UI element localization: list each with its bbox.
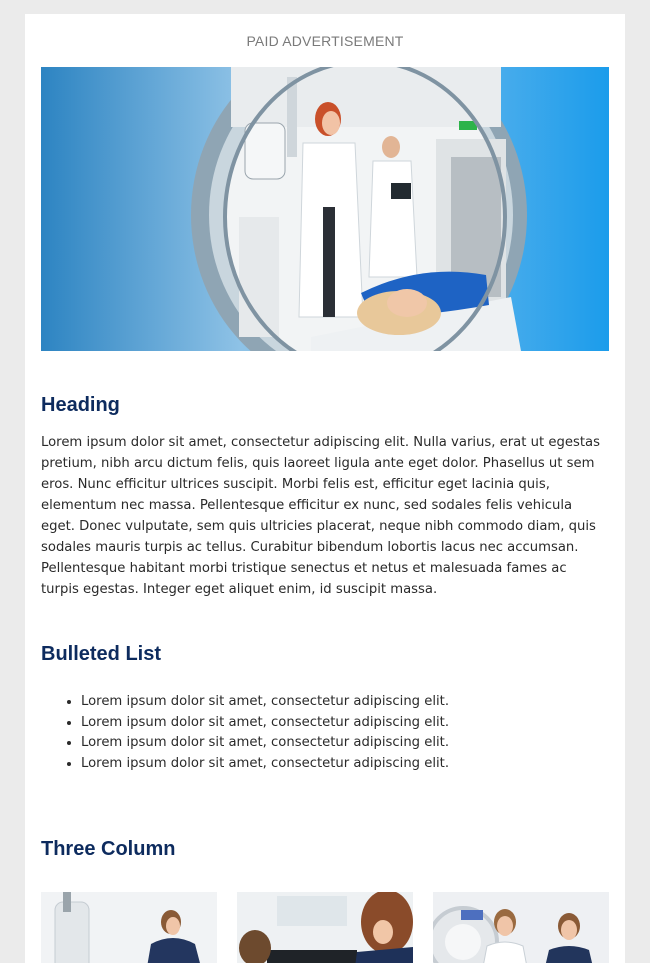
list-item: • Lorem ipsum dolor sit amet, consectetur adipiscing elit.	[81, 713, 625, 734]
mri-scanner-photo-icon	[41, 67, 609, 351]
list-item: • Lorem ipsum dolor sit amet, consectetur adipiscing elit.	[81, 754, 625, 775]
column-image-2[interactable]	[237, 892, 413, 963]
body-paragraph: Lorem ipsum dolor sit amet, consectetur adipiscing elit. Nulla varius, erat ut egestas pretium, nibh arcu dictum felis, quis laoreet ligula ante eget dolor. Phasellus ut sem eros. Nunc efficitur ultrices suscipit. Morbi felis est, efficitur eget lacinia quis, elementum nec massa. Pellentesque efficitur ex nunc, sed sodales felis vehicula eget. Donec vulputate, sem quis ultricies placerat, neque nibh commodo diam, quis sodales mauris turpis ac tellus. Curabitur bibendum lobortis lacus nec accumsan. Pellentesque habitant morbi tristique senectus et netus et malesuada fames ac turpis egestas. Integer eget aliquet enim, id suscipit massa.	[41, 435, 600, 597]
hero-image[interactable]	[41, 67, 609, 351]
list-item: • Lorem ipsum dolor sit amet, consectetur adipiscing elit.	[81, 733, 625, 754]
three-column-heading: Three Column	[41, 838, 176, 860]
doctor-photo-icon	[41, 892, 217, 963]
section-heading: Heading	[41, 394, 120, 416]
two-nurses-scanner-photo-icon	[433, 892, 609, 963]
paid-advertisement-label: PAID ADVERTISEMENT	[246, 33, 404, 49]
column-image-3[interactable]	[433, 892, 609, 963]
email-container	[25, 14, 625, 963]
medical-staff-monitor-photo-icon	[237, 892, 413, 963]
column-image-1[interactable]	[41, 892, 217, 963]
bulleted-list-heading: Bulleted List	[41, 643, 162, 665]
list-item: • Lorem ipsum dolor sit amet, consectetur adipiscing elit.	[81, 692, 625, 713]
bulleted-list	[41, 692, 625, 775]
